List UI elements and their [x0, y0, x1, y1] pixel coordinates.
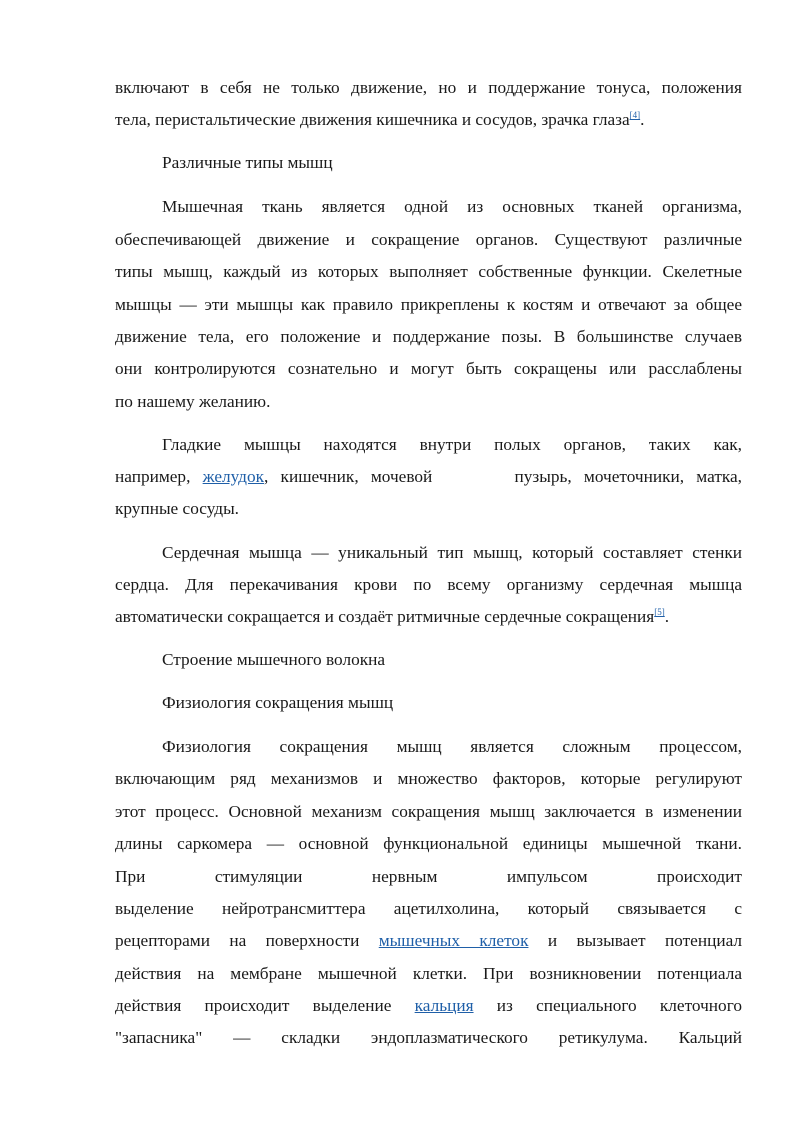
paragraph-line: сердца. Для перекачивания крови по всему организму сердечная мышца: [115, 575, 742, 594]
paragraph-line: например, желудок, кишечник, мочевой пузырь, мочеточники, матка,: [115, 467, 742, 486]
paragraph-line: рецепторами на поверхности мышечных клеток и вызывает потенциал: [115, 931, 743, 950]
footnote-ref-5[interactable]: [5]: [654, 607, 665, 617]
paragraph-line: Физиология сокращения мышц является сложным процессом,: [162, 737, 742, 756]
link-muscle-cells[interactable]: мышечных клеток: [378, 931, 529, 950]
paragraph-line: включающим ряд механизмов и множество факторов, которые регулируют: [115, 769, 742, 788]
paragraph-line: тела, перистальтические движения кишечника и сосудов, зрачка глаза[4].: [115, 110, 645, 129]
paragraph-line: по нашему желанию.: [115, 392, 271, 411]
paragraph-line: крупные сосуды.: [115, 499, 240, 518]
paragraph-line: типы мышц, каждый из которых выполняет собственные функции. Скелетные: [115, 262, 742, 281]
paragraph-line: движение тела, его положение и поддержание позы. В большинстве случаев: [115, 327, 742, 346]
paragraph-line: Мышечная ткань является одной из основных тканей организма,: [162, 197, 742, 216]
section-heading-fiber-structure: Строение мышечного волокна: [162, 650, 386, 669]
link-stomach[interactable]: желудок: [202, 467, 265, 486]
paragraph-line: этот процесс. Основной механизм сокращения мышц заключается в изменении: [115, 802, 742, 821]
link-calcium[interactable]: кальция: [414, 996, 474, 1015]
paragraph-line: они контролируются сознательно и могут быть сокращены или расслаблены: [115, 359, 742, 378]
paragraph-line: выделение нейротрансмиттера ацетилхолина, который связывается с: [115, 899, 742, 918]
paragraph-line: мышцы — эти мышцы как правило прикреплены к костям и отвечают за общее: [115, 295, 742, 314]
section-heading-muscle-types: Различные типы мышц: [162, 153, 333, 172]
paragraph-line: действия на мембране мышечной клетки. При возникновении потенциала: [115, 964, 742, 983]
paragraph-line: При стимуляции нервным импульсом происходит: [115, 867, 742, 886]
section-heading-contraction-physiology: Физиология сокращения мышц: [162, 693, 394, 712]
paragraph-line: действия происходит выделение кальция из специального клеточного: [115, 996, 742, 1015]
paragraph-line: включают в себя не только движение, но и поддержание тонуса, положения: [115, 78, 742, 97]
paragraph-line: Сердечная мышца — уникальный тип мышц, который составляет стенки: [162, 543, 742, 562]
paragraph-line: Гладкие мышцы находятся внутри полых органов, таких как,: [162, 435, 742, 454]
paragraph-line: длины саркомера — основной функциональной единицы мышечной ткани.: [115, 834, 742, 853]
paragraph-line: автоматически сокращается и создаёт ритмичные сердечные сокращения[5].: [115, 607, 670, 626]
paragraph-line: обеспечивающей движение и сокращение органов. Существуют различные: [115, 230, 742, 249]
footnote-ref-4[interactable]: [4]: [629, 110, 641, 120]
paragraph-line: "запасника" — складки эндоплазматического ретикулума. Кальций: [115, 1028, 742, 1047]
